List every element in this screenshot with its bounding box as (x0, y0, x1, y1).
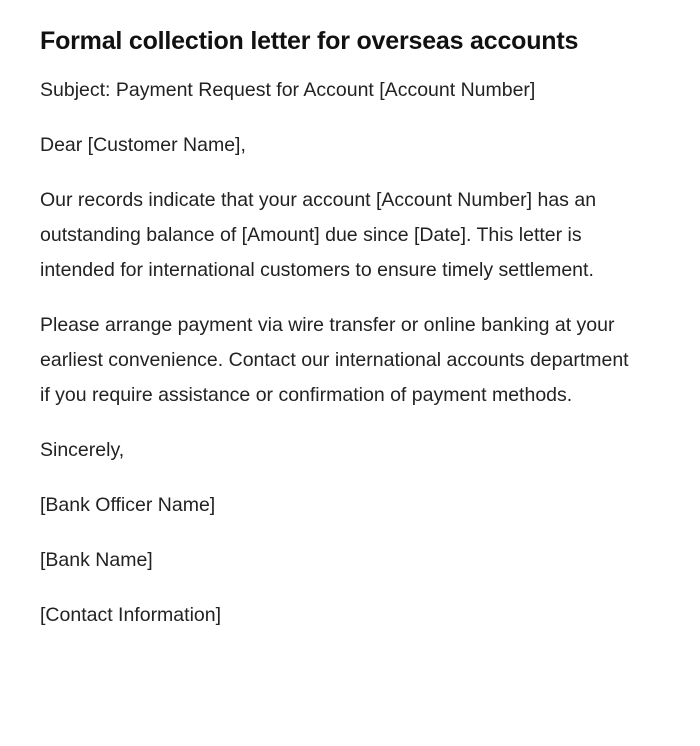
body-paragraph-payment: Please arrange payment via wire transfer or online banking at your earliest convenience. Contact our international accounts department if you require assistance or confirmation of payment methods. (40, 314, 629, 406)
signature-officer: [Bank Officer Name] (40, 494, 216, 516)
closing: Sincerely, (40, 439, 125, 461)
subject-line: Subject: Payment Request for Account [Account Number] (40, 79, 536, 101)
signature-bank: [Bank Name] (40, 549, 153, 571)
signature-contact: [Contact Information] (40, 604, 222, 626)
salutation: Dear [Customer Name], (40, 134, 246, 156)
page-title: Formal collection letter for overseas accounts (40, 27, 579, 55)
body-paragraph-balance: Our records indicate that your account [Account Number] has an outstanding balance of [Amount] due since [Date]. This letter is intended for international customers to ensure timely settlement. (40, 189, 597, 281)
